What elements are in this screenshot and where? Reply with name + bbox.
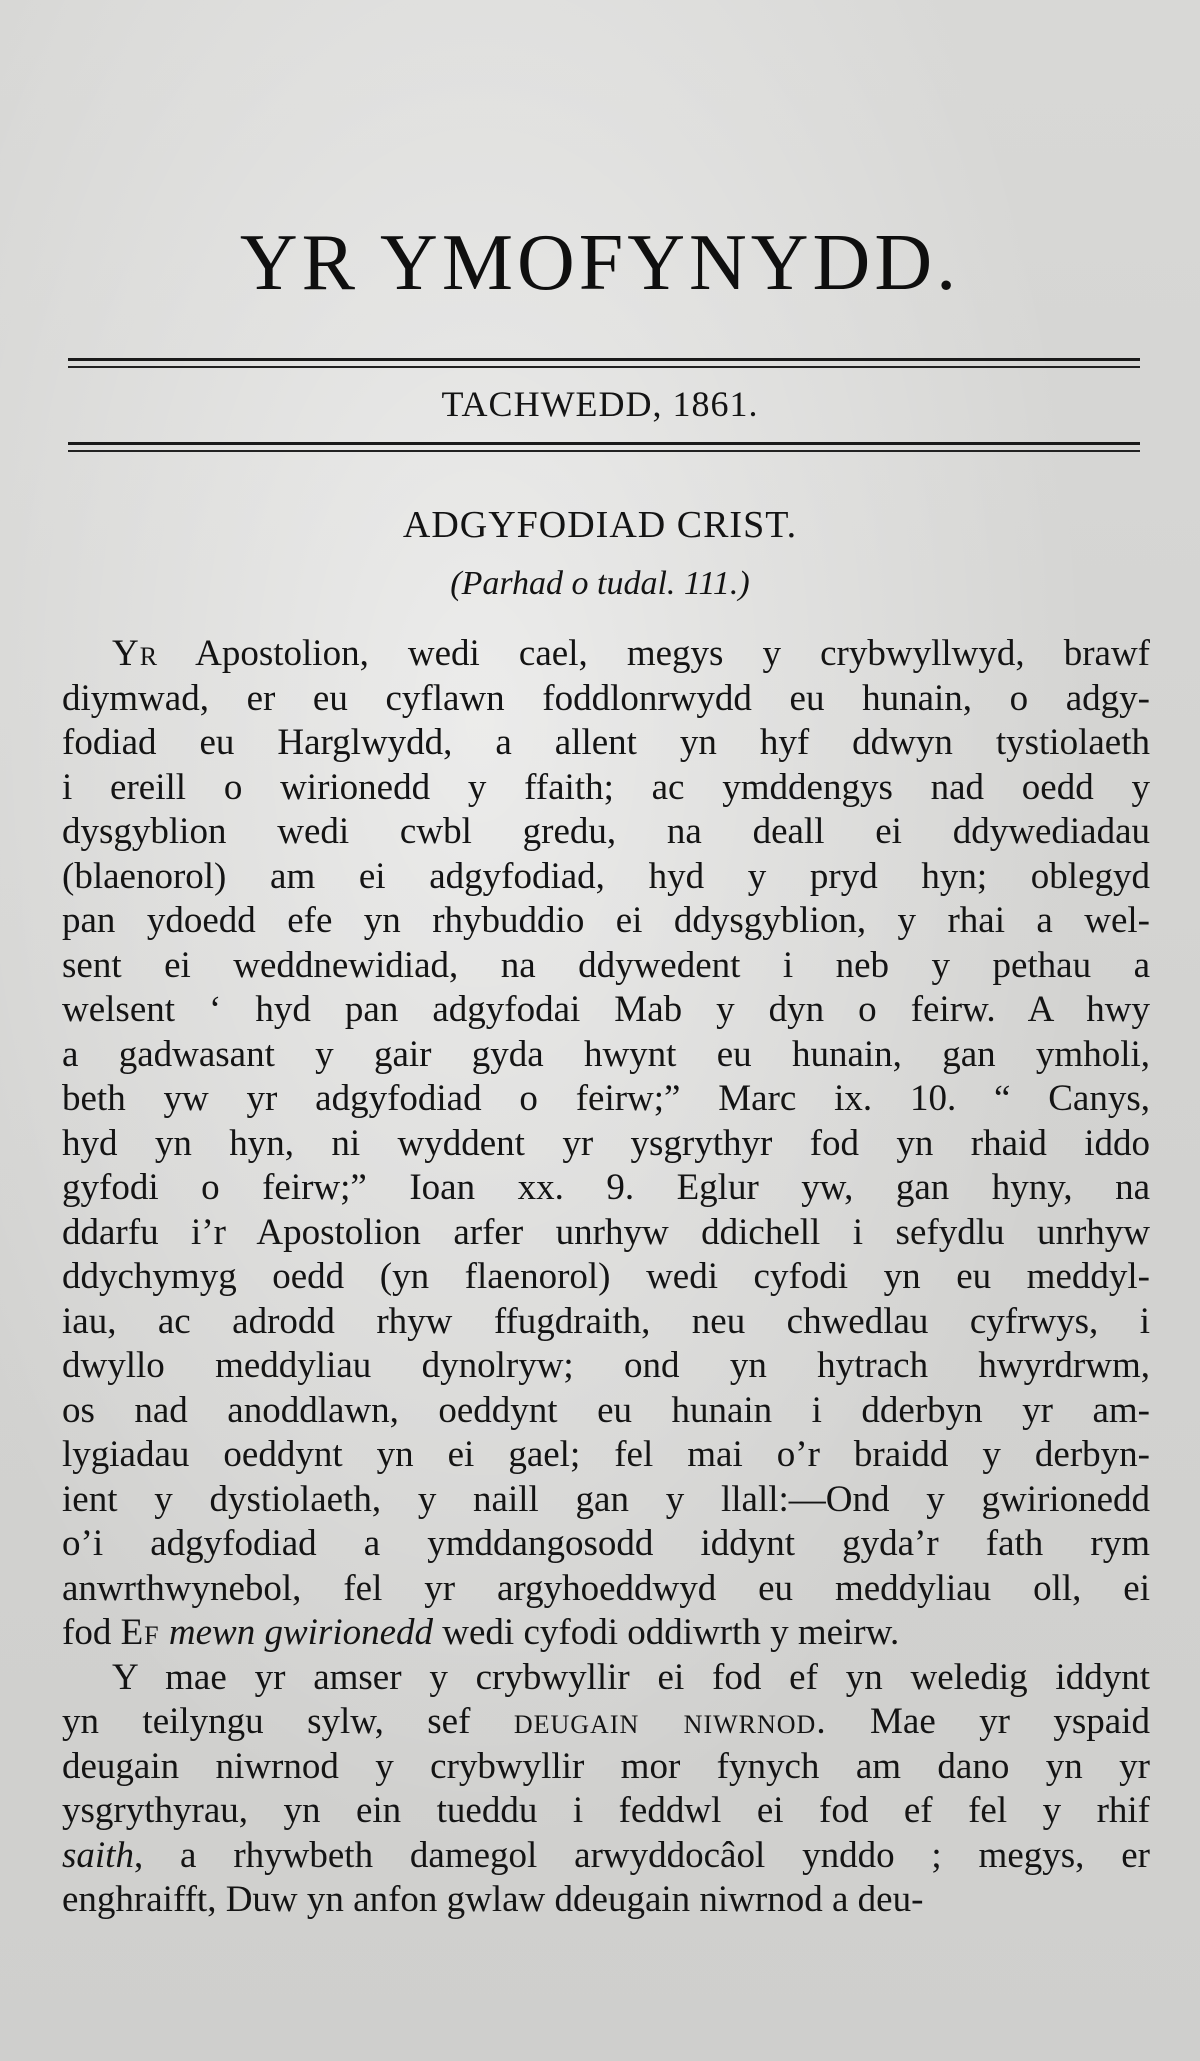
text-line: a gadwasant y gair gyda hwynt eu hunain, gan ymholi, [62,1033,1150,1075]
date-bottom-rule [68,442,1140,445]
text-line: (blaenorol) am ei adgyfodiad, hyd y pryd hyn; oblegyd [62,855,1150,897]
text-line: anwrthwynebol, fel yr argyhoeddwyd eu meddyliau oll, ei [62,1567,1150,1609]
line-text: wedi cyfodi oddiwrth y meirw. [433,1612,900,1653]
text-line: ysgrythyrau, yn ein tueddu i feddwl ei fod ef fel y rhif [62,1790,1150,1831]
text-line: beth yw yr adgyfodiad o feirw;” Marc ix. 10. “ Canys, [62,1078,1150,1119]
article-body [62,632,1150,1923]
text-line: dwyllo meddyliau dynolryw; ond yn hytrach hwyrdrwm, [62,1345,1150,1386]
masthead-title: YR YMOFYNYDD. [239,219,961,307]
issue-date: TACHWEDD, 1861. [441,384,759,424]
text-line [62,1834,1150,1879]
text-line: o’i adgyfodiad a ymddangosodd iddynt gyda’r fath rym [62,1523,1150,1564]
text-line: enghraifft, Duw yn anfon gwlaw ddeugain niwrnod a deu- [62,1879,924,1920]
text-line: welsent ‘ hyd pan adgyfodai Mab y dyn o feirw. A hwy [62,989,1150,1030]
text-line: ient y dystiolaeth, y naill gan y llall:—Ond y gwirionedd [62,1478,1150,1520]
text-line: fodiad eu Harglwydd, a allent yn hyf ddwyn tystiolaeth [62,722,1150,763]
paragraph [62,1656,1150,1923]
text-line: i ereill o wirionedd y ffaith; ac ymddengys nad oedd y [62,766,1150,808]
text-line: pan ydoedd efe yn rhybuddio ei ddysgyblion, y rhai a wel- [62,900,1150,941]
line-text: fod [62,1612,121,1653]
text-line: iau, ac adrodd rhyw ffugdraith, neu chwedlau cyfrwys, i [62,1300,1150,1342]
text-line: sent ei weddnewidiad, na ddywedent i neb y pethau a [62,944,1150,986]
text-line: ddarfu i’r Apostolion arfer unrhyw ddichell i sefydlu unrhyw [62,1211,1150,1253]
masthead-top-rule [68,358,1140,361]
small-caps-text: Ef [120,1612,160,1653]
paragraph [62,632,1150,1656]
text-line [62,1700,1150,1745]
text-line: dysgyblion wedi cwbl gredu, na deall ei ddywediadau [62,811,1150,852]
text-line: ddychymyg oedd (yn flaenorol) wedi cyfodi yn eu meddyl- [62,1256,1150,1297]
continued-note: (Parhad o tudal. 111.) [450,565,750,602]
text-line [62,1611,1150,1656]
text-line: diymwad, er eu cyflawn foddlonrwydd eu hunain, o adgy- [62,677,1150,719]
masthead-top-rule-inner [68,366,1140,368]
line-text: Apostolion, wedi cael, megys y crybwyllwyd, brawf [158,633,1150,674]
date-bottom-rule-inner [68,450,1140,452]
drop-word: Yr [112,633,159,674]
line-text: yn teilyngu sylw, sef [62,1701,514,1742]
text-line: deugain niwrnod y crybwyllir mor fynych am dano yn yr [62,1745,1150,1787]
text-line: gyfodi o feirw;” Ioan xx. 9. Eglur yw, gan hyny, na [62,1167,1150,1208]
text-line: Y mae yr amser y crybwyllir ei fod ef yn weledig iddynt [112,1656,1150,1698]
text-line: hyd yn hyn, ni wyddent yr ysgrythyr fod yn rhaid iddo [62,1122,1150,1164]
text-line: os nad anoddlawn, oeddynt eu hunain i dderbyn yr am- [62,1389,1150,1431]
italic-text: mewn gwirionedd [168,1612,434,1653]
line-text: Mae yr yspaid [826,1701,1150,1742]
small-caps-text: deugain niwrnod. [513,1701,827,1742]
article-title: ADGYFODIAD CRIST. [402,504,798,546]
italic-text: saith [62,1834,134,1876]
line-text: , a rhywbeth damegol arwyddocâol ynddo ; megys, er [133,1834,1150,1876]
line-text [160,1612,169,1653]
text-line [62,632,1150,677]
text-line: lygiadau oeddynt yn ei gael; fel mai o’r braidd y derbyn- [62,1434,1150,1475]
